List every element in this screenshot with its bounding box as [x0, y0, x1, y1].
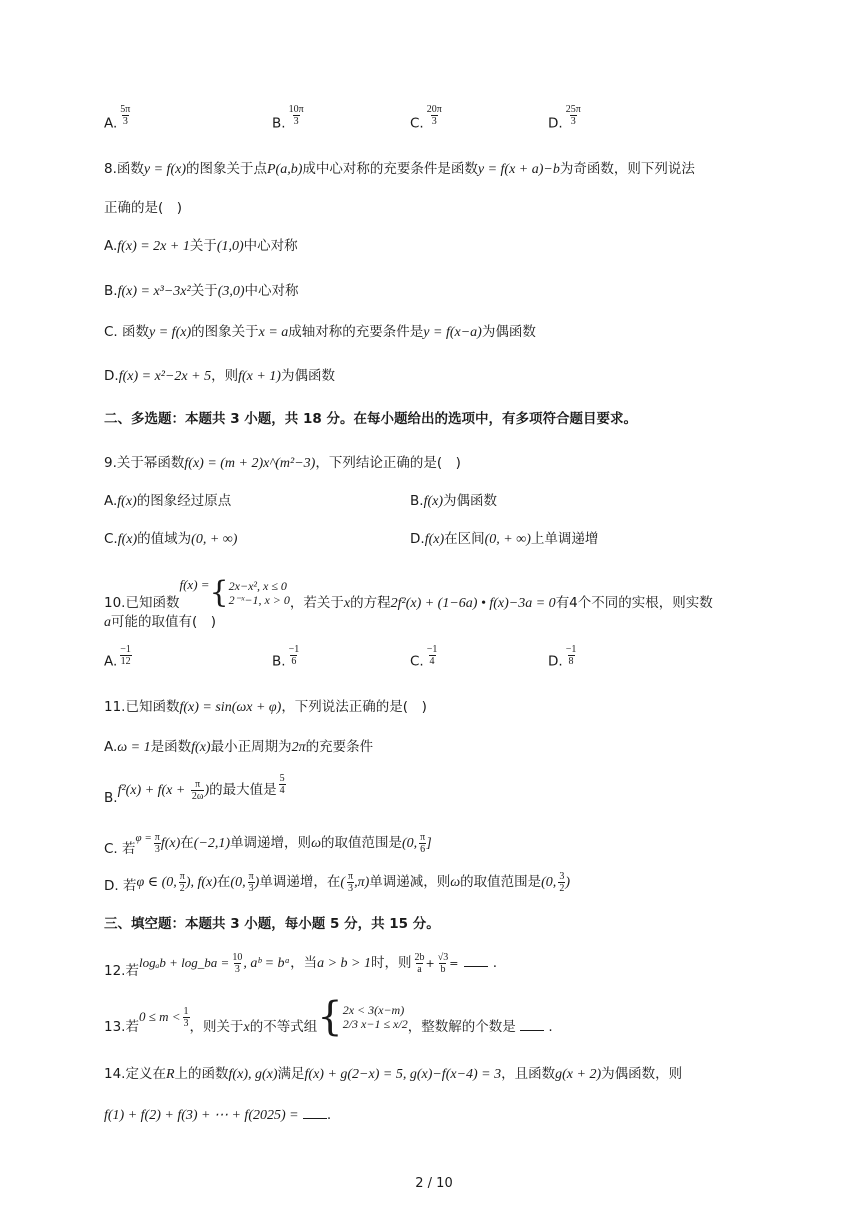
text: ，且函数	[501, 1066, 556, 1082]
denominator: 3	[570, 116, 576, 127]
math: (	[340, 875, 345, 890]
text: 的最大值是	[209, 782, 277, 798]
math: a	[104, 615, 111, 630]
text: ，当	[290, 955, 318, 971]
math: (3,0)	[217, 284, 245, 299]
text: 的图象关于点	[185, 161, 267, 177]
q10-option-d	[548, 644, 577, 673]
math: )	[565, 875, 570, 890]
numerator: −1	[288, 644, 300, 655]
math: ]	[426, 836, 432, 851]
fraction	[565, 104, 582, 127]
math: f(1) + f(2) + f(3) + ⋯ + f(2025) =	[104, 1108, 299, 1123]
math: f(x)	[117, 494, 137, 509]
fraction	[426, 644, 439, 667]
text: ，下列说法正确的是( )	[281, 699, 427, 715]
fraction	[288, 104, 305, 127]
fraction	[414, 952, 426, 975]
math: P(a,b)	[266, 162, 303, 177]
math: (0, + ∞)	[484, 532, 531, 547]
text: ，若关于	[289, 595, 344, 611]
q11-option-d	[104, 868, 570, 900]
q8-stem-line2: 正确的是( )	[104, 200, 183, 216]
math: f(x)	[117, 532, 138, 547]
math: x	[243, 1020, 250, 1035]
answer-blank[interactable]	[520, 1018, 544, 1031]
text: 关于	[190, 283, 218, 299]
numerator: 2b	[414, 951, 425, 963]
text: 可能的取值有( )	[111, 614, 217, 630]
q11-stem	[104, 698, 427, 717]
text: 8.函数	[104, 161, 144, 177]
fraction	[279, 773, 286, 796]
brace-icon: {	[209, 575, 229, 610]
text: 为偶函数	[443, 493, 497, 509]
fraction	[119, 104, 131, 127]
q9-stem	[104, 454, 461, 473]
numerator: π	[195, 778, 201, 790]
text: 在	[180, 835, 194, 851]
inequality-2: 2/3 x−1 ≤ x/2	[342, 1017, 408, 1031]
math: (−2,1)	[193, 836, 231, 851]
case-1: 2x−x², x ≤ 0	[228, 579, 287, 593]
numerator: π	[154, 831, 160, 843]
math: (0, + ∞)	[191, 532, 238, 547]
text: +	[425, 957, 435, 970]
text: 成轴对称的充要条件是	[288, 324, 424, 340]
fraction	[565, 644, 578, 667]
math: 2f²(x) + (1−6a) • f(x)−3a = 0	[390, 596, 556, 611]
q14-stem-line1	[104, 1065, 682, 1084]
numerator: 20π	[426, 104, 442, 115]
text: 10.已知函数	[104, 595, 180, 611]
denominator: 6	[420, 843, 426, 855]
option-letter: C.	[410, 653, 424, 670]
text: 中心对称	[244, 283, 299, 299]
q10-stem-line2	[104, 613, 216, 632]
text: .	[548, 1019, 553, 1035]
math: x	[343, 596, 351, 611]
q12-stem	[104, 948, 497, 986]
math: f(x) = x²−2x + 5	[118, 369, 212, 384]
q8-option-b	[104, 282, 299, 301]
numerator: 25π	[565, 104, 581, 115]
option-letter: D. 若	[104, 878, 137, 894]
denominator: 4	[279, 784, 285, 796]
math: f(x + 1)	[238, 369, 281, 384]
math: y = f(x + a)−b	[477, 162, 560, 177]
q14-stem-line2	[104, 1106, 331, 1125]
numerator: 5π	[120, 104, 131, 115]
numerator: 10π	[288, 104, 304, 115]
fraction	[288, 644, 301, 667]
q11-option-a	[104, 738, 373, 757]
text: 在区间	[444, 531, 485, 547]
option-letter: A.	[104, 653, 118, 670]
math: f(x)	[424, 532, 445, 547]
fraction	[179, 871, 186, 894]
brace-icon: {	[317, 994, 343, 1040]
denominator: 3	[293, 116, 299, 127]
math: φ =	[135, 832, 152, 844]
option-letter: B.	[272, 115, 286, 132]
text: 为偶函数，则	[601, 1066, 683, 1082]
q13-stem	[104, 994, 553, 1051]
math: f(x) = 2x + 1	[117, 239, 190, 254]
inequality-system	[343, 1003, 408, 1031]
math: ,π)	[354, 875, 370, 890]
text: 的值域为	[137, 531, 192, 547]
denominator: 3	[348, 882, 354, 894]
option-letter: C.	[104, 531, 118, 547]
fraction	[437, 952, 450, 975]
fraction	[154, 832, 161, 855]
option-letter: C. 若	[104, 841, 136, 857]
fraction	[347, 871, 354, 894]
text: 12.若	[104, 963, 139, 979]
text: ，则关于	[189, 1019, 244, 1035]
math: (0,	[230, 875, 246, 890]
numerator: √3	[437, 951, 449, 963]
math: (0,	[401, 836, 418, 851]
denominator: b	[440, 963, 446, 975]
text: 的取值范围是	[320, 835, 402, 851]
math: (1,0)	[216, 239, 244, 254]
text: 为偶函数	[280, 368, 335, 384]
q9-option-b	[410, 492, 497, 511]
math: y = f(x)	[149, 325, 192, 340]
numerator: π	[179, 870, 185, 882]
q8-stem-line1	[104, 160, 695, 179]
text: 单调递增，在	[259, 874, 341, 890]
math: ), f(x)	[185, 875, 217, 890]
case-2: 2⁻ˣ−1, x > 0	[228, 593, 290, 607]
math: )	[204, 783, 210, 798]
q10-option-b	[272, 644, 300, 673]
text: 11.已知函数	[104, 699, 180, 715]
text: ，则	[211, 368, 239, 384]
answer-blank[interactable]	[303, 1106, 327, 1119]
fraction	[248, 871, 255, 894]
math: f(x)	[191, 740, 211, 755]
math: R	[165, 1067, 175, 1082]
text: 14.定义在	[104, 1066, 166, 1082]
math: y = f(x−a)	[423, 325, 482, 340]
text: 最小正周期为	[210, 739, 292, 755]
text: 为奇函数，则下列说法	[559, 161, 695, 177]
q10-option-c	[410, 644, 438, 673]
text: 关于	[189, 238, 217, 254]
math: f(x) + g(2−x) = 5, g(x)−f(x−4) = 3	[304, 1067, 502, 1082]
q8-option-c	[104, 323, 536, 342]
text: .	[492, 955, 498, 971]
math: g(x + 2)	[555, 1067, 602, 1082]
q10-option-a	[104, 644, 132, 673]
option-letter: A.	[104, 115, 118, 132]
option-letter: B.	[410, 493, 424, 509]
text: 13.若	[104, 1019, 139, 1035]
text: 单调递增，则	[230, 835, 312, 851]
text: 的方程	[350, 595, 391, 611]
option-letter: B.	[104, 790, 118, 806]
text: 满足	[277, 1066, 305, 1082]
option-letter: B.	[104, 283, 118, 299]
math: x = a	[258, 325, 289, 340]
numerator: 1	[183, 1005, 189, 1017]
text: 为偶函数	[481, 324, 536, 340]
q11-option-c	[104, 824, 432, 863]
math: a > b > 1	[317, 956, 372, 971]
option-letter: D.	[548, 653, 563, 670]
text: 中心对称	[243, 238, 298, 254]
denominator: 4	[429, 656, 435, 667]
q11-option-b	[104, 772, 286, 812]
text: ，整数解的个数是	[407, 1019, 516, 1035]
numerator: 5	[279, 772, 285, 784]
inequality-1: 2x < 3(x−m)	[342, 1003, 405, 1017]
math: )	[254, 875, 260, 890]
q9-option-c	[104, 530, 237, 549]
numerator: π	[348, 870, 354, 882]
fraction	[191, 779, 205, 802]
math: f(x) =	[179, 577, 210, 592]
denominator: 3	[122, 116, 128, 127]
option-letter: C. 函数	[104, 324, 150, 340]
text: 有4个不同的实根，则实数	[555, 595, 713, 611]
fraction	[426, 104, 443, 127]
math: ω	[311, 836, 321, 851]
option-letter: D.	[410, 531, 425, 547]
page-number: 2 / 10	[415, 1176, 453, 1191]
math: , aᵇ = bᵃ	[243, 956, 291, 971]
denominator: 2	[179, 882, 185, 894]
math: y = f(x)	[143, 162, 186, 177]
math: f(x)	[423, 494, 443, 509]
math: f(x) = (m + 2)x^(m²−3)	[184, 456, 316, 471]
math: f(x) = sin(ωx + φ)	[179, 700, 282, 715]
option-letter: A.	[104, 739, 118, 755]
text: 是函数	[150, 739, 192, 755]
fraction	[231, 952, 243, 975]
numerator: 10	[232, 951, 243, 963]
math: φ ∈ (0,	[136, 875, 177, 890]
math: ω	[450, 875, 461, 890]
option-letter: C.	[410, 115, 424, 132]
text: 的不等式组	[249, 1019, 318, 1035]
numerator: −1	[565, 644, 577, 655]
denominator: 8	[568, 656, 574, 667]
denominator: 3	[183, 1017, 189, 1029]
math: logₐb + log_ba =	[138, 955, 230, 970]
text: 在	[216, 874, 231, 890]
text: 的充要条件	[305, 739, 374, 755]
math: ω = 1	[117, 740, 151, 755]
math: f(x)	[160, 836, 181, 851]
numerator: −1	[426, 644, 438, 655]
option-letter: A.	[104, 238, 118, 254]
q8-option-a	[104, 237, 298, 256]
text: =	[449, 957, 459, 970]
numerator: −1	[120, 644, 131, 655]
piecewise-cases	[229, 579, 290, 607]
option-letter: B.	[272, 653, 286, 670]
fraction	[119, 644, 132, 667]
denominator: 2	[559, 882, 565, 894]
text: 的图象关于	[191, 324, 259, 340]
option-letter: D.	[548, 115, 563, 132]
math: (0,	[541, 875, 557, 890]
math: f²(x) + f(x +	[117, 783, 189, 798]
denominator: 3	[234, 963, 240, 975]
text: .	[326, 1107, 332, 1123]
fraction	[183, 1006, 190, 1029]
text: 单调递减，则	[369, 874, 451, 890]
denominator: 3	[154, 843, 160, 855]
text: 上单调递增	[530, 531, 599, 547]
text: ，下列结论正确的是( )	[315, 455, 461, 471]
section-2-heading: 二、多选题：本题共 3 小题，共 18 分。在每小题给出的选项中，有多项符合题目要求。	[104, 411, 637, 427]
q9-option-a	[104, 492, 231, 511]
answer-blank[interactable]	[464, 954, 488, 967]
math: f(x), g(x)	[228, 1067, 278, 1082]
text: 成中心对称的充要条件是函数	[302, 161, 478, 177]
text: 时，则	[371, 955, 412, 971]
text: 的图象经过原点	[136, 493, 232, 509]
denominator: 3	[431, 116, 437, 127]
denominator: 12	[120, 656, 131, 667]
math: 0 ≤ m <	[138, 1009, 181, 1024]
option-letter: D.	[104, 368, 119, 384]
numerator: π	[248, 870, 254, 882]
denominator: a	[417, 963, 422, 975]
option-letter: A.	[104, 493, 118, 509]
numerator: 3	[559, 870, 565, 882]
q8-option-d	[104, 367, 335, 386]
text: 的取值范围是	[460, 874, 542, 890]
numerator: π	[420, 831, 426, 843]
math: 2π	[291, 740, 306, 755]
text: 上的函数	[174, 1066, 229, 1082]
section-3-heading: 三、填空题：本题共 3 小题，每小题 5 分，共 15 分。	[104, 916, 440, 932]
denominator: 2ω	[191, 790, 204, 802]
math: f(x) = x³−3x²	[117, 284, 191, 299]
q9-option-d	[410, 530, 598, 549]
text: 9.关于幂函数	[104, 455, 185, 471]
denominator: 3	[248, 882, 254, 894]
denominator: 6	[291, 656, 297, 667]
